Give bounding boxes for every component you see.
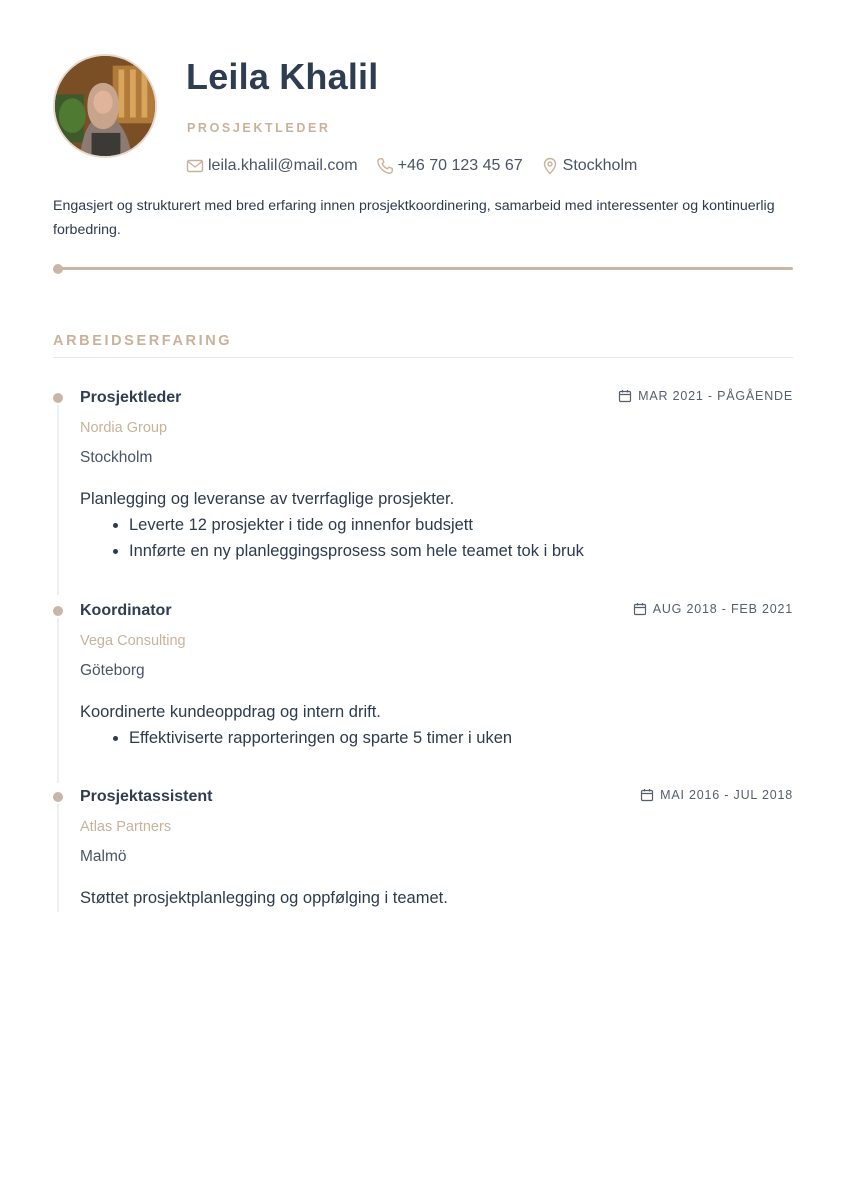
timeline-dot — [53, 606, 63, 616]
section-rule — [53, 357, 793, 358]
contact-email[interactable] — [186, 157, 358, 175]
job-location: Stockholm — [80, 449, 153, 466]
company-name: Atlas Partners — [80, 819, 172, 835]
divider-line — [58, 267, 793, 270]
location-text: Stockholm — [562, 157, 638, 174]
email-text: leila.khalil@mail.com — [208, 157, 358, 174]
calendar-icon — [640, 788, 654, 802]
experience-entry — [53, 387, 793, 602]
job-description: Støttet prosjektplanlegging og oppfølging i teamet. — [80, 889, 448, 907]
timeline-dot — [53, 792, 63, 802]
timeline-line — [57, 618, 59, 783]
contact-location — [541, 157, 638, 175]
avatar — [53, 54, 157, 158]
phone-text: +46 70 123 45 67 — [397, 157, 523, 174]
date-range: AUG 2018 - FEB 2021 — [652, 602, 793, 616]
candidate-name: Leila Khalil — [186, 56, 379, 97]
contact-phone[interactable] — [376, 157, 523, 175]
calendar-icon — [618, 389, 632, 403]
section-title-experience: ARBEIDSERFARING — [53, 333, 233, 349]
map-pin-icon — [541, 157, 559, 175]
timeline-line — [57, 804, 59, 912]
experience-entry — [53, 600, 793, 790]
job-dates — [618, 387, 793, 405]
job-description: Planlegging og leveranse av tverrfaglige prosjekter. — [80, 490, 455, 508]
phone-icon — [376, 157, 394, 175]
candidate-role: PROSJEKTLEDER — [187, 121, 331, 135]
header-divider — [53, 264, 793, 274]
job-location: Göteborg — [80, 662, 145, 679]
experience-entry — [53, 786, 793, 916]
calendar-icon — [633, 602, 647, 616]
achievement-list — [80, 725, 512, 751]
job-title: Prosjektleder — [80, 389, 182, 406]
job-title: Prosjektassistent — [80, 788, 213, 805]
company-name: Vega Consulting — [80, 633, 186, 649]
achievement-list — [80, 512, 584, 564]
profile-photo — [55, 56, 155, 156]
achievement-item: • Effektiviserte rapporteringen og sparte 5 timer i uken — [129, 725, 512, 751]
achievement-item: • Leverte 12 prosjekter i tide og innenfor budsjett — [129, 512, 584, 538]
profile-summary: Engasjert og strukturert med bred erfaring innen prosjektkoordinering, samarbeid med interessenter og kontinuerlig forbedring. — [53, 198, 775, 238]
date-range: MAR 2021 - PÅGÅENDE — [638, 389, 793, 403]
achievement-item: • Innførte en ny planleggingsprosess som hele teamet tok i bruk — [129, 538, 584, 564]
job-description: Koordinerte kundeoppdrag og intern drift. — [80, 703, 381, 721]
job-dates — [633, 600, 793, 618]
timeline-dot — [53, 393, 63, 403]
job-location: Malmö — [80, 848, 127, 865]
timeline-line — [57, 405, 59, 595]
job-dates — [640, 786, 793, 804]
mail-icon — [186, 157, 204, 175]
contact-row — [186, 155, 655, 177]
date-range: MAI 2016 - JUL 2018 — [660, 788, 793, 802]
job-title: Koordinator — [80, 602, 172, 619]
company-name: Nordia Group — [80, 420, 168, 436]
